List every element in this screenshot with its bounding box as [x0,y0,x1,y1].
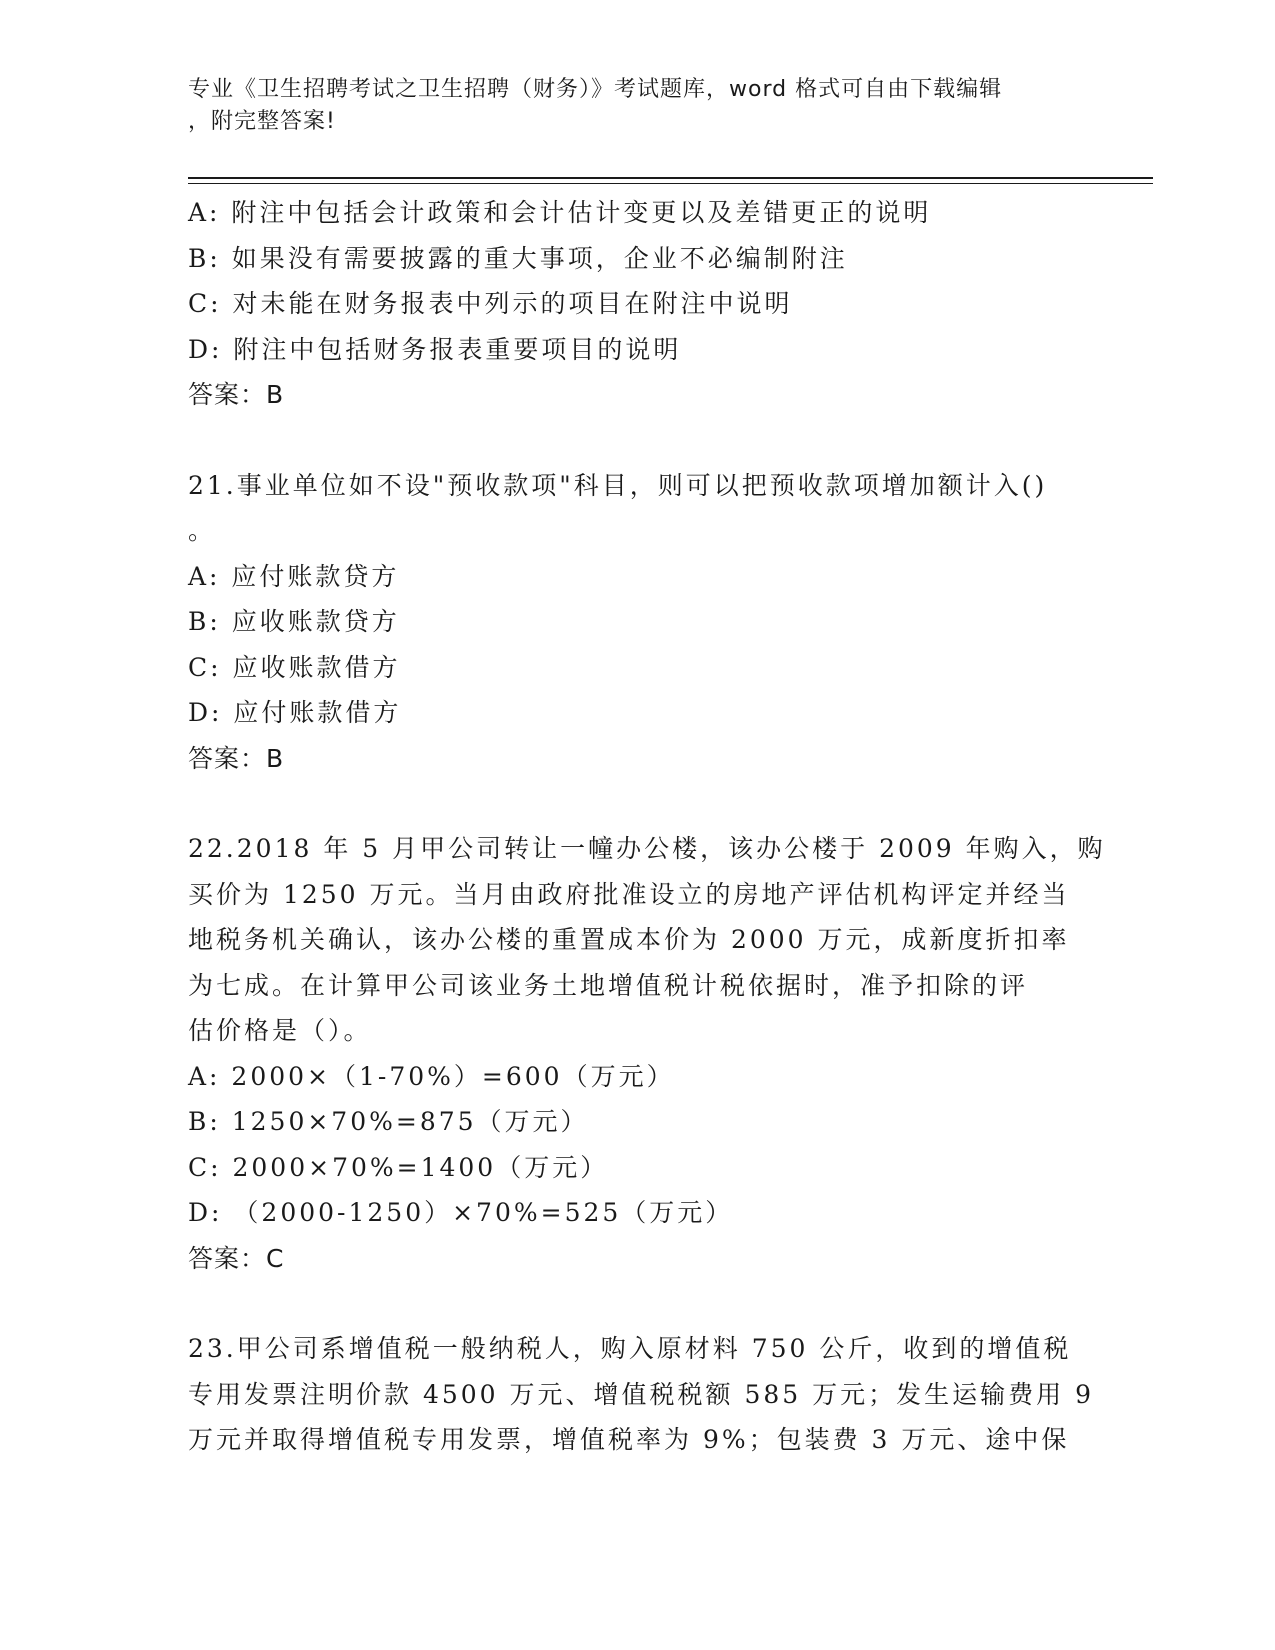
option-d: D: 应付账款借方 [188,698,402,727]
document-header [188,74,1068,138]
answer-line: 答案：C [188,1243,285,1273]
header-line-2: ，附完整答案! [188,109,336,134]
header-rule-thick [188,177,1153,179]
answer-line: 答案：B [188,380,285,409]
question-stem-line: 买价为 1250 万元。当月由政府批准设立的房地产评估机构评定并经当 [188,879,1070,909]
option-a: A: 应付账款贷方 [188,561,400,591]
question-stem-line: 。 [188,516,217,545]
question-stem-line: 23.甲公司系增值税一般纳税人，购入原材料 750 公斤，收到的增值税 [188,1334,1072,1363]
question-stem-line: 22.2018 年 5 月甲公司转让一幢办公楼，该办公楼于 2009 年购入，购 [188,834,1106,863]
header-rule-thin [188,183,1153,184]
question-stem-line: 专用发票注明价款 4500 万元、增值税税额 585 万元；发生运输费用 9 [188,1379,1094,1409]
option-b: B: 如果没有需要披露的重大事项，企业不必编制附注 [188,243,848,273]
question-stem-line: 为七成。在计算甲公司该业务土地增值税计税依据时，准予扣除的评 [188,970,1029,1000]
option-a: A: 2000×（1-70%）=600（万元） [188,1061,675,1091]
option-c: C: 2000×70%=1400（万元） [188,1152,609,1182]
option-c: C: 对未能在财务报表中列示的项目在附注中说明 [188,289,793,318]
question-stem-line: 估价格是（）。 [188,1016,372,1045]
option-b: B: 应收账款贷方 [188,607,400,636]
question-stem-line: 21.事业单位如不设"预收款项"科目，则可以把预收款项增加额计入() [188,470,1048,500]
question-stem-line: 万元并取得增值税专用发票，增值税率为 9%；包装费 3 万元、途中保 [188,1425,1070,1454]
spacer [188,1281,1068,1326]
question-22 [188,826,1106,1281]
spacer [188,781,1068,826]
header-line-1: 专业《卫生招聘考试之卫生招聘（财务）》考试题库，word 格式可自由下载编辑 [188,77,1003,102]
option-c: C: 应收账款借方 [188,652,401,682]
option-a: A: 附注中包括会计政策和会计估计变更以及差错更正的说明 [188,198,932,227]
question-20 [188,190,1068,418]
option-b: B: 1250×70%=875（万元） [188,1107,589,1136]
question-stem-line: 地税务机关确认，该办公楼的重置成本价为 2000 万元，成新度折扣率 [188,925,1070,954]
question-23 [188,1326,1094,1463]
question-21 [188,463,1068,782]
answer-line: 答案：B [188,743,285,773]
question-content [188,190,1106,1463]
spacer [188,418,1068,463]
option-d: D: （2000-1250）×70%=525（万元） [188,1198,734,1227]
option-d: D: 附注中包括财务报表重要项目的说明 [188,334,682,364]
